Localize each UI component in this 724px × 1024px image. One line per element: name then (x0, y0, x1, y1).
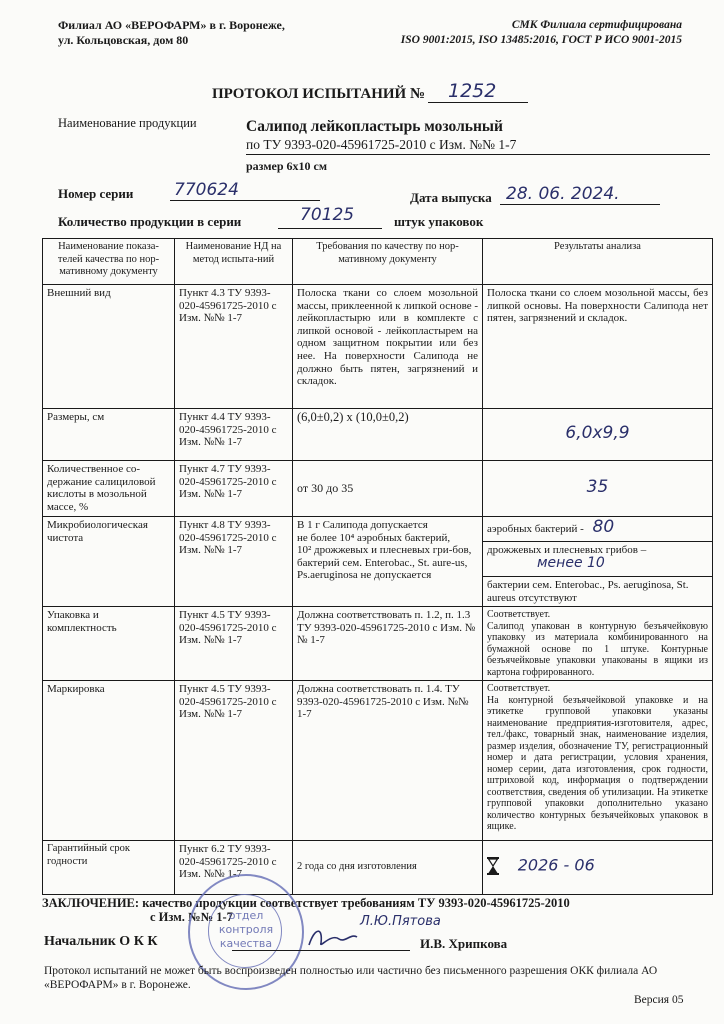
batch-number: 770624 (174, 180, 239, 200)
method-cell: Пункт 4.5 ТУ 9393- 020-45961725-2010 с Изм. №№ 1-7 (175, 607, 293, 681)
certification-header (360, 18, 682, 48)
result-status: Соответствует. (487, 609, 551, 621)
result-cell (483, 517, 713, 607)
release-date: 28. 06. 2024. (506, 184, 620, 204)
result-cell (483, 841, 713, 895)
header-result: Результаты анализа (483, 239, 713, 285)
table-row (43, 461, 713, 517)
table-row (43, 841, 713, 895)
conclusion (42, 896, 570, 911)
signatory-name: И.В. Хрипкова (420, 936, 508, 951)
signatory-title: Начальник О К К (44, 934, 158, 949)
indicator-cell: Гарантийный срок годности (43, 841, 175, 895)
product-name: Салипод лейкопластырь мозольный (246, 118, 503, 135)
dimensions-result: 6,0х9,9 (565, 423, 630, 444)
table-row (43, 681, 713, 841)
product-size: размер 6х10 см (246, 159, 327, 173)
stamp-line: контроля (218, 923, 274, 936)
handwritten-signatory: Л.Ю.Пятова (360, 914, 441, 929)
product-label: Наименование продукции (58, 116, 197, 130)
quantity-value: 70125 (300, 205, 355, 225)
quantity-unit: штук упаковок (394, 214, 484, 229)
conclusion-text-amendments: с Изм. №№ 1-7 (150, 910, 233, 924)
table-row (43, 409, 713, 461)
result-text: Салипод упакован в контурную безъячейковую упаковку из материала комбинированного на бумажной основе по 1 штуке. Контурные безъячейковые упаковки упакованы в ящики из картона гофрированного. (487, 620, 708, 678)
aerobic-value: 80 (592, 517, 615, 537)
requirement-cell (293, 517, 483, 607)
aerobic-result (483, 517, 712, 542)
requirement-cell: от 30 до 35 (293, 461, 483, 517)
indicator-cell: Микробиологическая чистота (43, 517, 175, 607)
method-cell: Пункт 4.3 ТУ 9393-020-45961725-2010 с Изм. №№ 1-7 (175, 285, 293, 409)
requirement-line: 10² дрожжевых и плесневых гри-бов, (297, 544, 472, 557)
protocol-number: 1252 (448, 80, 497, 102)
header-requirement: Требования по качеству по нор-мативному документу (293, 239, 483, 285)
org-header (58, 18, 285, 48)
yeast-result (483, 542, 712, 577)
indicator-cell: Внешний вид (43, 285, 175, 409)
yeast-value: менее 10 (537, 554, 605, 571)
release-date-underline (500, 204, 660, 205)
release-date-label: Дата выпуска (410, 190, 492, 205)
result-cell: Полоска ткани со слоем мозольной массы, без липкой основы. На поверхности Салипода нет пятен, загрязнений и складок. (483, 285, 713, 409)
bacteria-result: бактерии сем. Enterobac., Ps. aeruginosa, St. aureus отсутствуют (487, 579, 689, 604)
batch-underline (170, 200, 320, 201)
result-cell (483, 461, 713, 517)
indicator-cell: Маркировка (43, 681, 175, 841)
method-cell: Пункт 6.2 ТУ 9393- 020-45961725-2010 с Изм. №№ 1-7 (175, 841, 293, 895)
result-cell (483, 681, 713, 841)
requirement-cell: Должна соответствовать п. 1.2, п. 1.3 ТУ 9393-020-45961725-2010 с Изм. №№ 1-7 (293, 607, 483, 681)
indicator-cell: Количественное со-держание салициловой кислоты в мозольной массе, % (43, 461, 175, 517)
stamp-line: качества (219, 937, 273, 950)
cert-line: СМК Филиала сертифицирована (511, 19, 682, 31)
protocol-number-field (428, 80, 548, 104)
conclusion-label: ЗАКЛЮЧЕНИЕ: (42, 896, 140, 910)
footer-note: Протокол испытаний не может быть воспроизведен полностью или частично без письменного разрешения ОКК филиала АО «ВЕРОФАРМ» в г. Воронеже. (44, 965, 658, 991)
indicator-cell: Размеры, см (43, 409, 175, 461)
requirement-cell: Должна соответствовать п. 1.4. ТУ 9393-020-45961725-2010 с Изм. №№ 1-7 (293, 681, 483, 841)
quantity-label: Количество продукции в серии (58, 214, 242, 229)
method-cell: Пункт 4.5 ТУ 9393- 020-45961725-2010 с Изм. №№ 1-7 (175, 681, 293, 841)
test-results-table (42, 238, 713, 895)
method-cell: Пункт 4.7 ТУ 9393-020-45961725-2010 с Изм. №№ 1-7 (175, 461, 293, 517)
yeast-label: дрожжевых и плесневых грибов – (487, 544, 647, 556)
signature-scribble (305, 925, 361, 956)
salicylic-result: 35 (586, 477, 609, 498)
cert-standards-line: ISO 9001:2015, ISO 13485:2016, ГОСТ Р ИСО 9001-2015 (400, 34, 682, 46)
table-header-row (43, 239, 713, 285)
table-row (43, 517, 713, 607)
quantity-underline (278, 228, 382, 229)
header-method: Наименование НД на метод испыта-ний (175, 239, 293, 285)
product-spec: по ТУ 9393-020-45961725-2010 с Изм. №№ 1-7 (246, 137, 710, 155)
batch-label: Номер серии (58, 186, 134, 201)
requirement-cell: Полоска ткани со слоем мозольной массы, приклеенной к липкой основе - лейкопластырю или в комплекте с липкой основой - лейкопластырем на одном защитном покрытии или без нее. На поверхности Салипода не должно быть пятен, загрязнений и складок. (293, 285, 483, 409)
header-indicator: Наименование показа-телей качества по нор-мативному документу (43, 239, 175, 285)
conclusion-text: качество продукции соответствует требованиям ТУ 9393-020-45961725-2010 (142, 896, 570, 910)
document-version: Версия 05 (634, 994, 684, 1006)
requirement-cell: 2 года со дня изготовления (293, 841, 483, 895)
stamp-line: отдел (228, 909, 264, 922)
result-text: На контурной безъячейковой упаковке и на этикетке групповой упаковки указаны наименование предприятия-изготовителя, адрес, тел./факс, товарный знак, наименование изделия, размер изделия, обозначение ТУ, регистрационный номер и дата регистрации, условия хранения, номер серии, дата изготовления, срок годности, штриховой код, информация о подтверждении соответствия, сведения об утилизации. На этикетке групповой упаковки дополнительно указано количество контурных безъячейковых упаковок в ящике. (487, 694, 708, 833)
method-cell: Пункт 4.8 ТУ 9393-020-45961725-2010 с Изм. №№ 1-7 (175, 517, 293, 607)
org-address-line: ул. Кольцовская, дом 80 (58, 33, 189, 47)
result-cell (483, 607, 713, 681)
requirement-cell: (6,0±0,2) х (10,0±0,2) (293, 409, 483, 461)
org-name-line: Филиал АО «ВЕРОФАРМ» в г. Воронеже, (58, 18, 285, 32)
method-cell: Пункт 4.4 ТУ 9393-020-45961725-2010 с Изм. №№ 1-7 (175, 409, 293, 461)
requirement-line: В 1 г Салипода допускается (297, 519, 428, 531)
requirement-line: бактерий сем. Enterobac., St. aure-us, Ps.aeruginosa не допускается (297, 556, 468, 582)
hourglass-icon (487, 857, 499, 879)
indicator-cell: Упаковка и комплектность (43, 607, 175, 681)
protocol-title: ПРОТОКОЛ ИСПЫТАНИЙ № (212, 86, 426, 102)
aerobic-label: аэробных бактерий - (487, 523, 584, 535)
result-status: Соответствует. (487, 683, 551, 695)
table-row (43, 285, 713, 409)
result-cell (483, 409, 713, 461)
table-row (43, 607, 713, 681)
shelf-life-result: 2026 - 06 (517, 855, 595, 875)
requirement-line: не более 10⁴ аэробных бактерий, (297, 531, 451, 544)
